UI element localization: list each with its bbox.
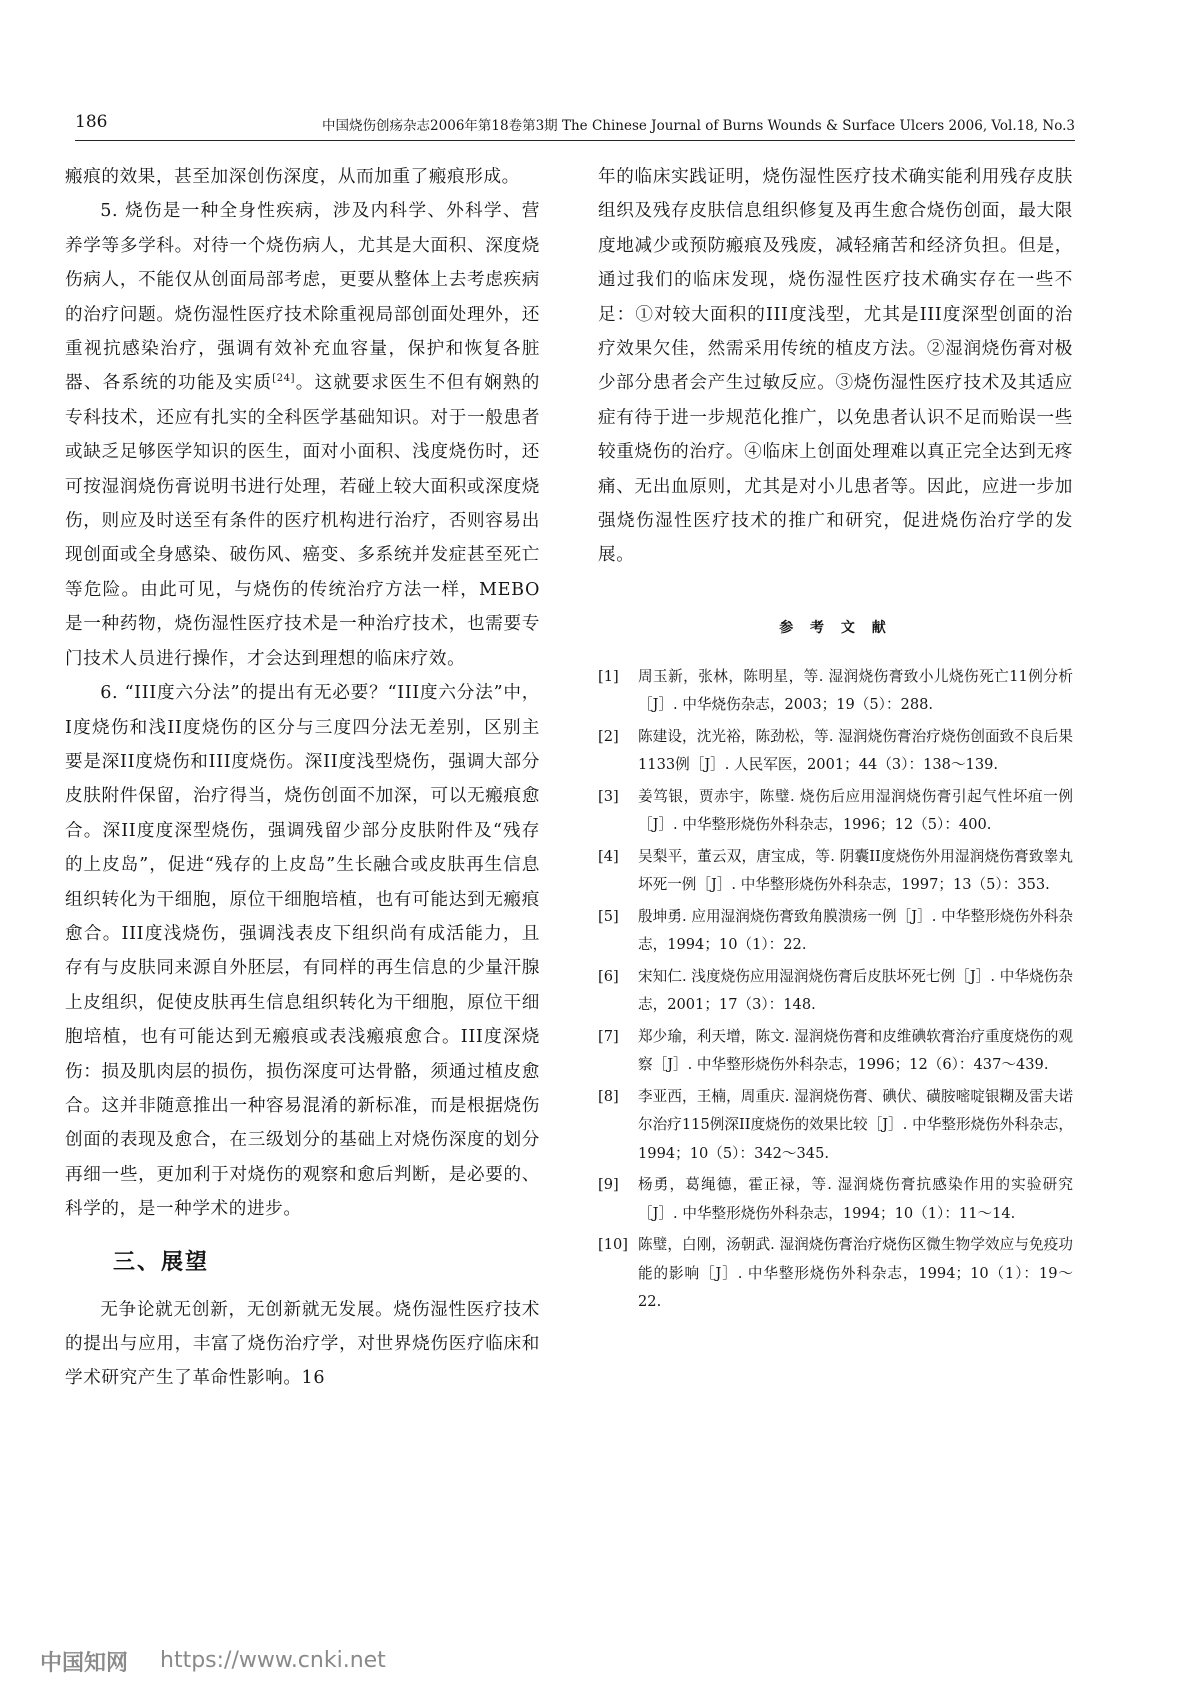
- paragraph-point-5: [65, 194, 540, 676]
- paragraph-point-5-part-2: 。这就要求医生不但有娴熟的专科技术，还应有扎实的全科医学基础知识。对于一般患者或缺乏足够医学知识的医生，面对小面积、浅度烧伤时，还可按湿润烧伤膏说明书进行处理，若碰上较大面积或深度烧伤，则应及时送至有条件的医疗机构进行治疗，否则容易出现创面或全身感染、破伤风、癌变、多系统并发症甚至死亡等危险。由此可见，与烧伤的传统治疗方法一样，MEBO是一种药物，烧伤湿性医疗技术是一种治疗技术，也需要专门技术人员进行操作，才会达到理想的临床疗效。: [65, 373, 540, 669]
- paragraph-point-6: 6. “III度六分法”的提出有无必要？“III度六分法”中，I度烧伤和浅II度烧伤的区分与三度四分法无差别，区别主要是深II度烧伤和III度烧伤。深II度浅型烧伤，强调大部分皮肤附件保留，治疗得当，烧伤创面不加深，可以无瘢痕愈合。深II度度深型烧伤，强调残留少部分皮肤附件及“残存的上皮岛”，促进“残存的上皮岛”生长融合或皮肤再生信息组织转化为干细胞，原位干细胞培植，也有可能达到无瘢痕愈合。III度浅烧伤，强调浅表皮下组织尚有成活能力，且存有与皮肤同来源自外胚层，有同样的再生信息的少量汗腺上皮组织，促使皮肤再生信息组织转化为干细胞，原位干细胞培植，也有可能达到无瘢痕或表浅瘢痕愈合。III度深烧伤：损及肌肉层的损伤，损伤深度可达骨骼，须通过植皮愈合。这并非随意推出一种容易混淆的新标准，而是根据烧伤创面的表现及愈合，在三级划分的基础上对烧伤深度的划分再细一些，更加利于对烧伤的观察和愈后判断，是必要的、科学的，是一种学术的进步。: [65, 683, 540, 1220]
- reference-text: 郑少瑜，利天增，陈文. 湿润烧伤膏和皮维碘软膏治疗重度烧伤的观察［J］. 中华整形烧伤外科杂志，1996；12（6）：437～439.: [638, 1027, 1073, 1074]
- paragraph-outlook-continued: 年的临床实践证明，烧伤湿性医疗技术确实能利用残存皮肤组织及残存皮肤信息组织修复及再生愈合烧伤创面，最大限度地减少或预防瘢痕及残废，减轻痛苦和经济负担。但是，通过我们的临床发现，烧伤湿性医疗技术确实存在一些不足：①对较大面积的III度浅型，尤其是III度深型创面的治疗效果欠佳，然需采用传统的植皮方法。②湿润烧伤膏对极少部分患者会产生过敏反应。③烧伤湿性医疗技术及其适应症有待于进一步规范化推广，以免患者认识不足而贻误一些较重烧伤的治疗。④临床上创面处理难以真正完全达到无疼痛、无出血原则，尤其是对小儿患者等。因此，应进一步加强烧伤湿性医疗技术的推广和研究，促进烧伤治疗学的发展。: [598, 167, 1073, 566]
- reference-number: [2]: [598, 727, 619, 745]
- running-header: [75, 110, 1075, 141]
- reference-text: 陈璧，白刚，汤朝武. 湿润烧伤膏治疗烧伤区微生物学效应与免疫功能的影响［J］. 中华整形烧伤外科杂志，1994；10（1）：19～22.: [638, 1236, 1073, 1311]
- reference-text: 杨勇，葛绳德，霍正禄，等. 湿润烧伤膏抗感染作用的实验研究［J］. 中华整形烧伤外科杂志，1994；10（1）：11～14.: [638, 1176, 1073, 1222]
- reference-text: 宋知仁. 浅度烧伤应用湿润烧伤膏后皮肤坏死七例［J］. 中华烧伤杂志，2001；17（3）：148.: [638, 967, 1073, 1014]
- left-column: [65, 160, 540, 1396]
- journal-citation: 中国烧伤创疡杂志2006年第18卷第3期 The Chinese Journal of Burns Wounds & Surface Ulcers 2006, Vol.18, No.3: [322, 118, 1075, 134]
- reference-number: [1]: [598, 667, 619, 685]
- reference-item: [598, 723, 1073, 780]
- reference-item: [598, 1023, 1073, 1080]
- reference-item: [598, 1083, 1073, 1169]
- reference-number: [8]: [598, 1087, 619, 1105]
- reference-item: [598, 1231, 1073, 1317]
- reference-item: [598, 963, 1073, 1020]
- reference-text: 姜笃银，贾赤宇，陈璧. 烧伤后应用湿润烧伤膏引起气性坏疽一例［J］. 中华整形烧伤外科杂志，1996；12（5）：400.: [638, 787, 1073, 834]
- reference-number: [6]: [598, 967, 619, 985]
- reference-text: 吴梨平，董云双，唐宝成，等. 阴囊II度烧伤外用湿润烧伤膏致睾丸坏死一例［J］. 中华整形烧伤外科杂志，1997；13（5）：353.: [638, 847, 1073, 894]
- paragraph-continuation: 瘢痕的效果，甚至加深创伤深度，从而加重了瘢痕形成。: [65, 167, 520, 187]
- reference-number: [10]: [598, 1236, 628, 1254]
- reference-item: [598, 783, 1073, 840]
- reference-list: [598, 663, 1073, 1317]
- reference-item: [598, 663, 1073, 720]
- cnki-watermark-url: https://www.cnki.net: [160, 1648, 386, 1673]
- section-heading-outlook: 三、展望: [113, 1249, 210, 1275]
- reference-text: 陈建设，沈光裕，陈劲松，等. 湿润烧伤膏治疗烧伤创面致不良后果1133例［J］. 人民军医，2001；44（3）：138～139.: [638, 727, 1073, 774]
- reference-text: 李亚西，王楠，周重庆. 湿润烧伤膏、碘伏、磺胺嘧啶银糊及雷夫诺尔治疗115例深II度烧伤的效果比较［J］. 中华整形烧伤外科杂志，1994；10（5）：342～345.: [638, 1087, 1073, 1162]
- reference-item: [598, 1171, 1073, 1228]
- reference-number: [7]: [598, 1027, 619, 1045]
- references-heading: 参 考 文 献: [779, 619, 892, 636]
- reference-number: [9]: [598, 1176, 619, 1194]
- reference-item: [598, 843, 1073, 900]
- page-number: 186: [75, 112, 108, 132]
- reference-number: [4]: [598, 847, 619, 865]
- reference-number: [3]: [598, 787, 619, 805]
- reference-text: 殷坤勇. 应用湿润烧伤膏致角膜溃疡一例［J］. 中华整形烧伤外科杂志，1994；10（1）：22.: [638, 907, 1073, 954]
- reference-item: [598, 903, 1073, 960]
- paragraph-point-5-part-1: 5. 烧伤是一种全身性疾病，涉及内科学、外科学、营养学等多学科。对待一个烧伤病人，尤其是大面积、深度烧伤病人，不能仅从创面局部考虑，更要从整体上去考虑疾病的治疗问题。烧伤湿性医疗技术除重视局部创面处理外，还重视抗感染治疗，强调有效补充血容量，保护和恢复各脏器、各系统的功能及实质: [65, 201, 540, 394]
- reference-number: [5]: [598, 907, 619, 925]
- cnki-watermark-logo: 中国知网: [40, 1651, 129, 1676]
- paragraph-outlook: 无争论就无创新，无创新就无发展。烧伤湿性医疗技术的提出与应用，丰富了烧伤治疗学，对世界烧伤医疗临床和学术研究产生了革命性影响。16: [65, 1299, 540, 1389]
- right-column: [598, 160, 1073, 1320]
- citation-superscript: [24]: [272, 373, 296, 385]
- reference-text: 周玉新，张林，陈明星，等. 湿润烧伤膏致小儿烧伤死亡11例分析［J］. 中华烧伤杂志，2003；19（5）：288.: [638, 667, 1073, 714]
